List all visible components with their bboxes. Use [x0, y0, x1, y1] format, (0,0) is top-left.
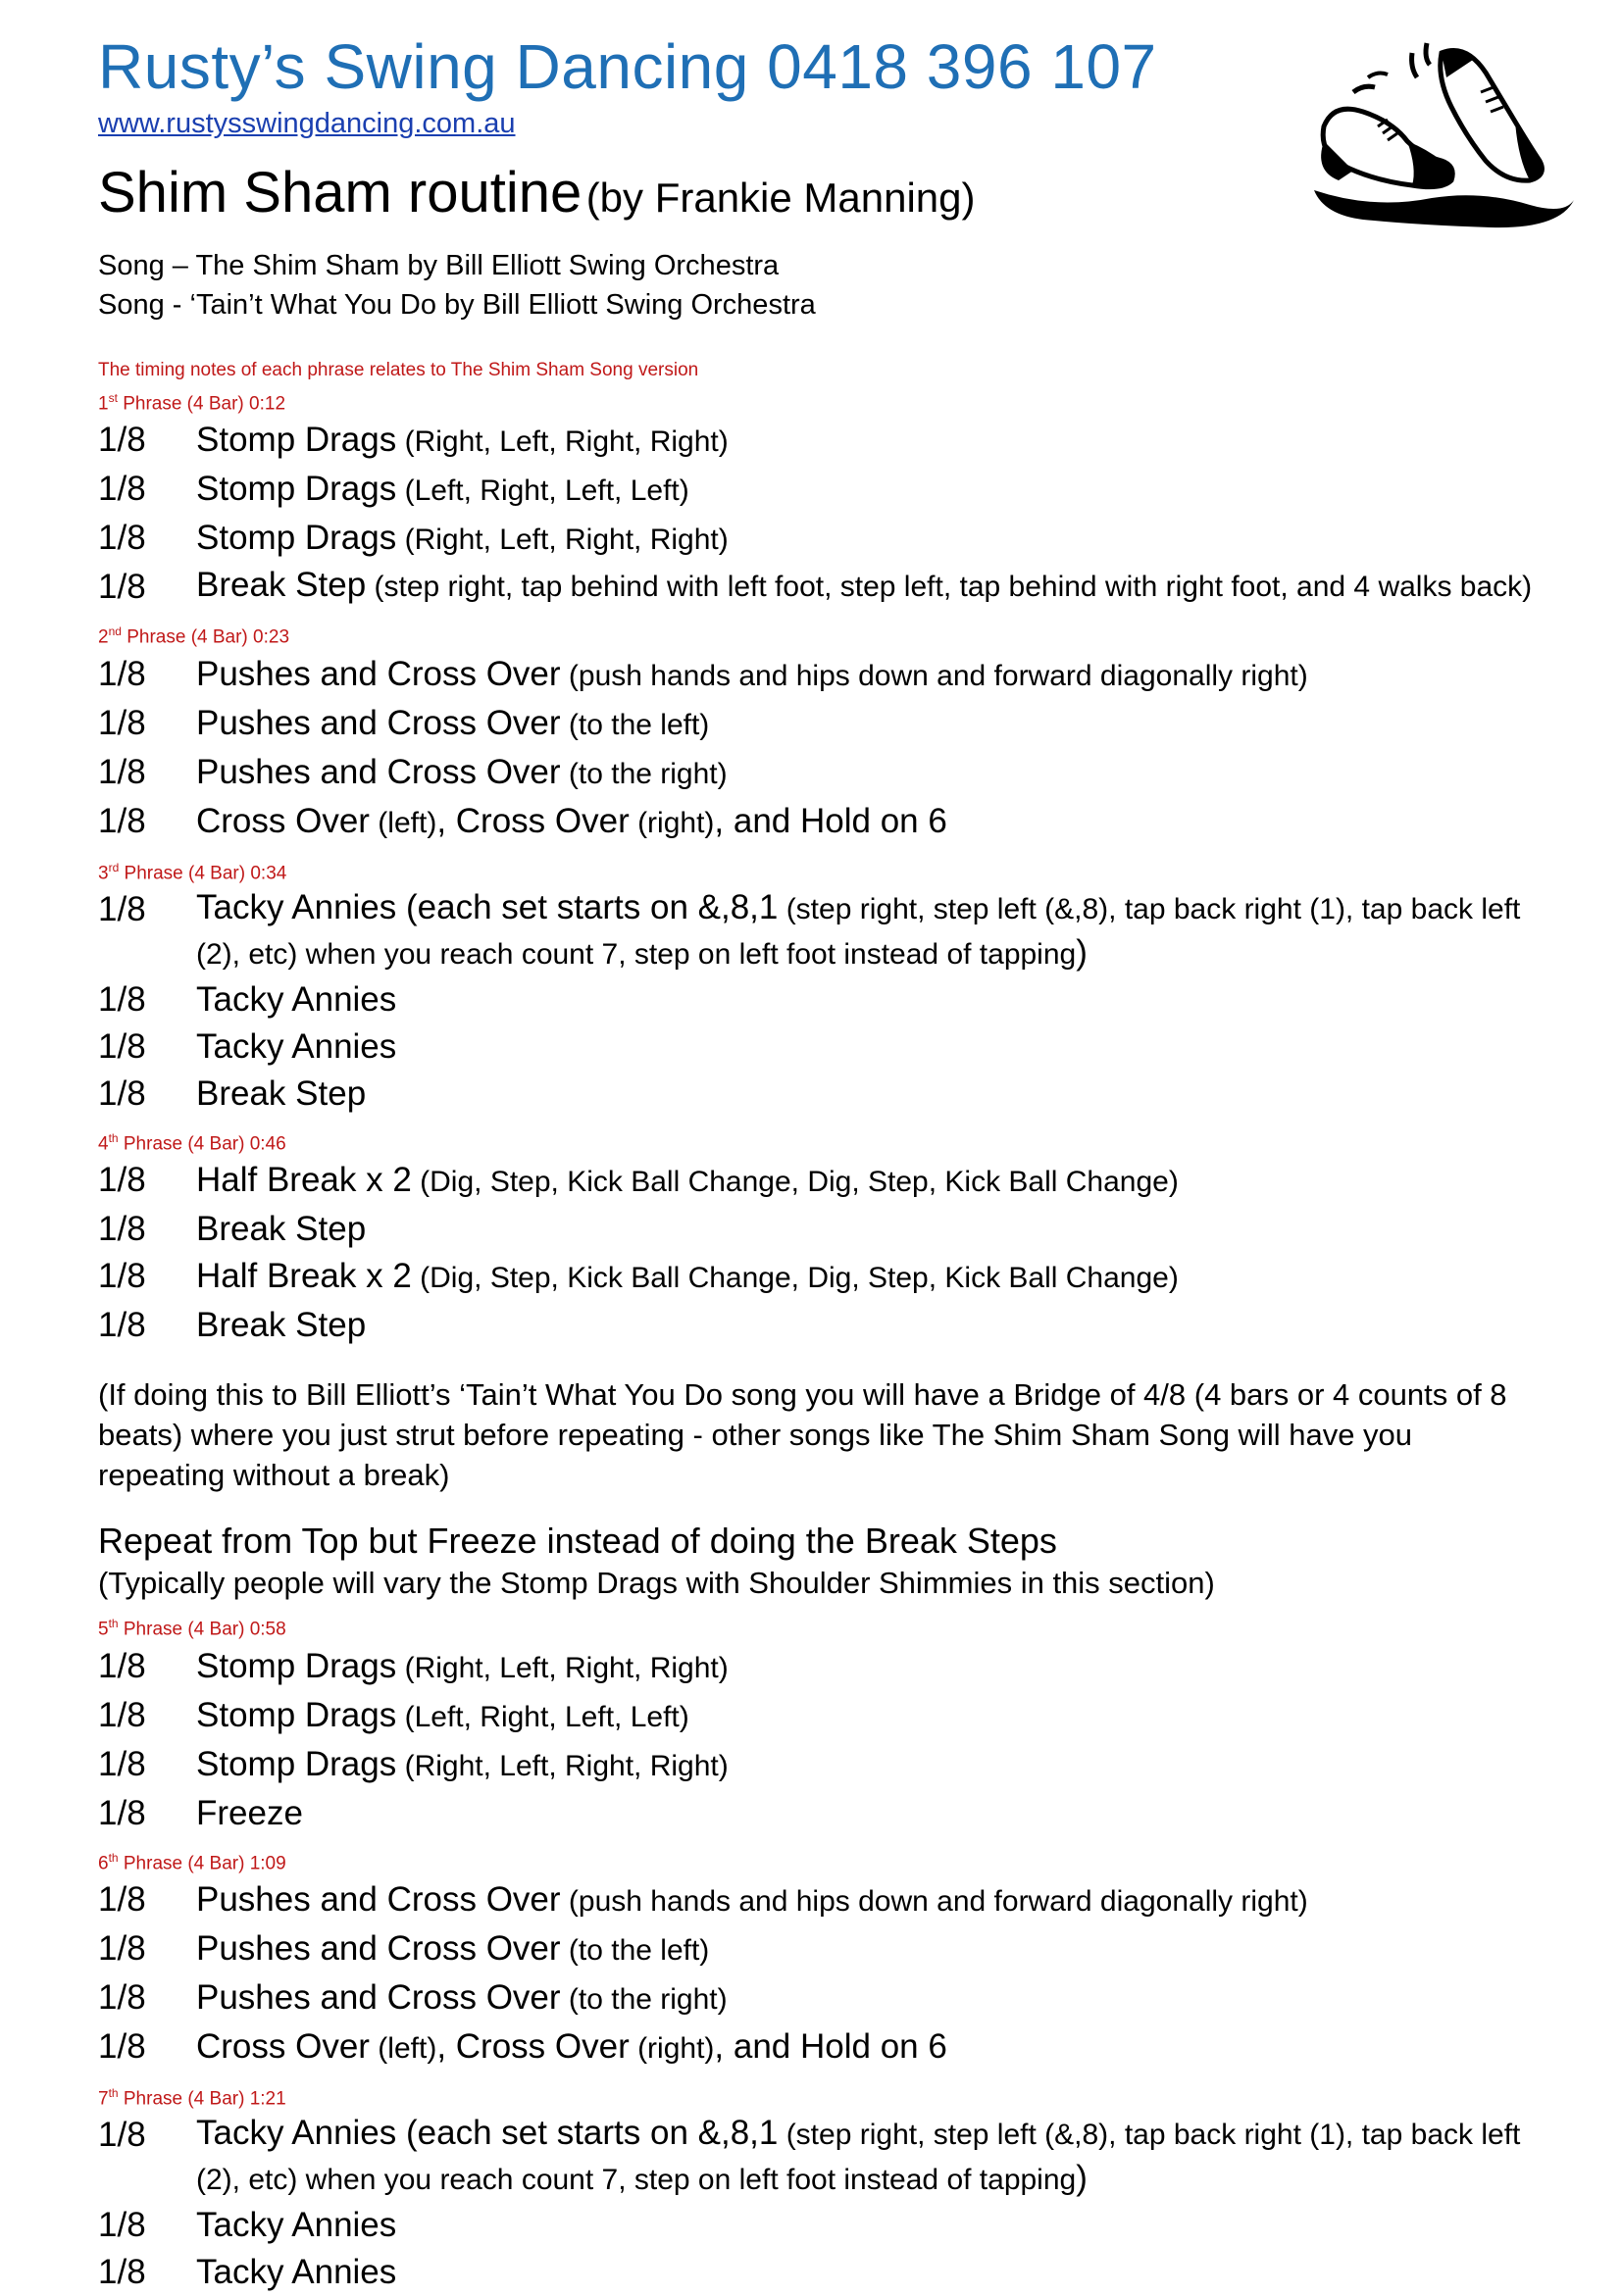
step-detail: (Left, Right, Left, Left) [396, 1700, 689, 1733]
step-detail: (right) [629, 806, 715, 839]
phrase-ordinal-suffix: th [108, 1617, 119, 1631]
phrase-label: Phrase (4 Bar) 0:58 [118, 1619, 286, 1640]
phrase-ordinal-suffix: th [108, 1850, 119, 1865]
step-row [98, 1206, 1549, 1253]
step-row [98, 564, 1549, 611]
step-count: 1/8 [98, 1793, 146, 1832]
step-text [196, 2023, 1549, 2072]
step-text [196, 886, 1549, 976]
step-name: , Cross Over [436, 2026, 630, 2066]
step-row [98, 466, 1549, 515]
step-text [196, 1925, 1549, 1974]
phrase-heading-1 [98, 385, 1549, 417]
step-detail: (Right, Left, Right, Right) [396, 1749, 729, 1782]
step-count: 1/8 [98, 1073, 146, 1113]
document-page [98, 27, 1549, 2296]
step-text [196, 564, 1549, 609]
phrase-ordinal: 4 [98, 1133, 109, 1155]
step-row [98, 1876, 1549, 1925]
step-detail: (to the right) [560, 1982, 728, 2016]
step-count: 1/8 [98, 889, 146, 928]
phrase-ordinal: 2 [98, 626, 109, 648]
step-name: Stomp Drags [196, 421, 397, 460]
step-row [98, 1790, 1549, 1837]
step-count: 1/8 [98, 979, 146, 1019]
step-name: Pushes and Cross Over [196, 703, 561, 742]
step-row [98, 1023, 1549, 1071]
step-row [98, 1302, 1549, 1349]
step-name: Stomp Drags [196, 1744, 397, 1783]
step-name: Cross Over [196, 801, 370, 840]
step-text [196, 1253, 1549, 1302]
phrase-label: Phrase (4 Bar) 0:46 [118, 1133, 286, 1155]
step-count: 1/8 [98, 1306, 146, 1345]
step-text [196, 1157, 1549, 1206]
step-text [196, 1206, 1549, 1253]
step-detail: (step right, tap behind with left foot, step left, tap behind with right foot, and 4 walks back) [366, 571, 1533, 604]
step-row [98, 1071, 1549, 1118]
step-row [98, 2023, 1549, 2072]
phrase-label: Phrase (4 Bar) 1:21 [118, 2088, 286, 2110]
step-name: Break Step [196, 566, 367, 605]
step-name: Pushes and Cross Over [196, 1928, 561, 1968]
phrase-heading-6 [98, 1845, 1549, 1876]
phrase-ordinal: 7 [98, 2088, 109, 2110]
phrase-ordinal-suffix: th [108, 2085, 119, 2100]
step-name: Break Step [196, 1306, 367, 1345]
step-name: Stomp Drags [196, 1646, 397, 1685]
step-name: Half Break x 2 [196, 1161, 412, 1200]
step-count: 1/8 [98, 2116, 146, 2155]
step-name: Stomp Drags [196, 1695, 397, 1734]
step-count: 1/8 [98, 1646, 146, 1685]
song-line-1: Song – The Shim Sham by Bill Elliott Swing Orchestra [98, 250, 780, 281]
step-text [196, 798, 1549, 847]
step-row [98, 1925, 1549, 1974]
step-text [196, 1741, 1549, 1790]
phrase-heading-5 [98, 1611, 1549, 1642]
routine-title: Shim Sham routine [98, 161, 583, 225]
step-row [98, 1157, 1549, 1206]
step-text [196, 1302, 1549, 1349]
phrase-heading-3 [98, 855, 1549, 886]
step-detail: (step right, step left (&,8), tap back right (1), tap back left (2), etc) when you reach count 7, step on left foot instead of tapping [196, 892, 1521, 971]
step-text [196, 1790, 1549, 1837]
step-row [98, 651, 1549, 700]
step-name: Cross Over [196, 2026, 370, 2066]
step-count: 1/8 [98, 703, 146, 742]
step-text [196, 515, 1549, 564]
step-row [98, 1974, 1549, 2023]
step-text [196, 1023, 1549, 1071]
step-tail: ) [1076, 932, 1088, 972]
website-link[interactable]: www.rustysswingdancing.com.au [98, 108, 516, 139]
song-line-2: Song - ‘Tain’t What You Do by Bill Elliott Swing Orchestra [98, 289, 816, 321]
phrase-heading-7 [98, 2080, 1549, 2112]
step-name: Freeze [196, 1793, 303, 1832]
phrase-label: Phrase (4 Bar) 0:23 [121, 626, 290, 648]
step-name: , and Hold on 6 [714, 801, 947, 840]
phrase-ordinal: 1 [98, 393, 109, 415]
step-detail: (left) [369, 806, 437, 839]
step-count: 1/8 [98, 1257, 146, 1296]
phrase-ordinal: 6 [98, 1852, 109, 1873]
step-detail: (Right, Left, Right, Right) [396, 1651, 729, 1684]
step-count: 1/8 [98, 421, 146, 460]
step-detail: (step right, step left (&,8), tap back right (1), tap back left (2), etc) when you reach count 7, step on left foot instead of tapping [196, 2119, 1521, 2197]
step-text [196, 1876, 1549, 1925]
step-count: 1/8 [98, 752, 146, 791]
timing-note: The timing notes of each phrase relates to The Shim Sham Song version [98, 360, 699, 380]
step-text [196, 2202, 1549, 2249]
step-name: Pushes and Cross Over [196, 1879, 561, 1919]
step-name: Break Step [196, 1210, 367, 1249]
step-name: Tacky Annies (each set starts on &,8,1 [196, 2114, 779, 2153]
step-row [98, 1253, 1549, 1302]
step-count: 1/8 [98, 1695, 146, 1734]
dancing-shoes-icon [1294, 33, 1579, 239]
step-text [196, 651, 1549, 700]
step-name: , Cross Over [436, 801, 630, 840]
routine-subtitle: (by Frankie Manning) [585, 175, 976, 221]
step-row [98, 515, 1549, 564]
step-detail: (Left, Right, Left, Left) [396, 474, 689, 508]
step-text [196, 700, 1549, 749]
phrase-heading-2 [98, 619, 1549, 650]
step-name: Pushes and Cross Over [196, 752, 561, 791]
phrase-heading-4 [98, 1125, 1549, 1157]
phrase-ordinal: 3 [98, 862, 109, 883]
step-count: 1/8 [98, 568, 146, 607]
phrase-ordinal: 5 [98, 1619, 109, 1640]
step-text [196, 1692, 1549, 1741]
repeat-subtitle: (Typically people will vary the Stomp Drags with Shoulder Shimmies in this section) [98, 1566, 1215, 1601]
step-detail: (Right, Left, Right, Right) [396, 425, 729, 459]
step-row [98, 2112, 1549, 2202]
step-row [98, 798, 1549, 847]
step-name: Stomp Drags [196, 470, 397, 509]
step-count: 1/8 [98, 1744, 146, 1783]
step-name: Tacky Annies [196, 1026, 397, 1066]
step-row [98, 417, 1549, 466]
step-text [196, 2249, 1549, 2296]
step-count: 1/8 [98, 1879, 146, 1919]
phrase-label: Phrase (4 Bar) 0:12 [117, 393, 286, 415]
step-detail: (Dig, Step, Kick Ball Change, Dig, Step, Kick Ball Change) [411, 1166, 1179, 1199]
step-text [196, 1643, 1549, 1692]
step-count: 1/8 [98, 2206, 146, 2245]
step-count: 1/8 [98, 470, 146, 509]
step-name: Pushes and Cross Over [196, 654, 561, 693]
step-detail: (Dig, Step, Kick Ball Change, Dig, Step, Kick Ball Change) [411, 1262, 1179, 1295]
bridge-note: (If doing this to Bill Elliott’s ‘Tain’t What You Do song you will have a Bridge of 4/8 (4 bars or 4 counts of 8 beats) where you just strut before repeating - other songs like The Shim Sham Song will have you repeating without a break) [98, 1377, 1507, 1493]
step-detail: (right) [629, 2031, 715, 2065]
step-count: 1/8 [98, 1928, 146, 1968]
step-detail: (push hands and hips down and forward diagonally right) [560, 1884, 1308, 1918]
step-count: 1/8 [98, 2253, 146, 2292]
step-count: 1/8 [98, 2026, 146, 2066]
step-detail: (left) [369, 2031, 437, 2065]
phrase-ordinal-suffix: rd [108, 860, 120, 874]
phrase-ordinal-suffix: st [108, 391, 118, 405]
repeat-heading: Repeat from Top but Freeze instead of doing the Break Steps [98, 1521, 1057, 1562]
step-name: Tacky Annies [196, 979, 397, 1019]
step-detail: (to the left) [560, 708, 710, 741]
step-count: 1/8 [98, 654, 146, 693]
step-count: 1/8 [98, 1977, 146, 2017]
page-title: Rusty’s Swing Dancing 0418 396 107 [98, 31, 1157, 102]
step-name: Tacky Annies [196, 2253, 397, 2292]
step-text [196, 749, 1549, 798]
step-name: Stomp Drags [196, 519, 397, 558]
step-detail: (to the left) [560, 1933, 710, 1967]
step-detail: (Right, Left, Right, Right) [396, 524, 729, 557]
phrase-ordinal-suffix: nd [108, 624, 122, 639]
step-row [98, 1741, 1549, 1790]
step-row [98, 1643, 1549, 1692]
step-text [196, 2112, 1549, 2202]
step-text [196, 1974, 1549, 2023]
step-name: Pushes and Cross Over [196, 1977, 561, 2017]
step-tail: ) [1076, 2159, 1088, 2198]
step-row [98, 700, 1549, 749]
step-name: Break Step [196, 1073, 367, 1113]
step-row [98, 976, 1549, 1023]
step-row [98, 886, 1549, 976]
step-text [196, 466, 1549, 515]
step-name: Tacky Annies [196, 2206, 397, 2245]
step-text [196, 976, 1549, 1023]
step-count: 1/8 [98, 1026, 146, 1066]
step-detail: (to the right) [560, 757, 728, 790]
step-count: 1/8 [98, 801, 146, 840]
phrase-label: Phrase (4 Bar) 1:09 [118, 1852, 286, 1873]
step-row [98, 749, 1549, 798]
step-name: Tacky Annies (each set starts on &,8,1 [196, 887, 779, 926]
step-text [196, 417, 1549, 466]
step-row [98, 2202, 1549, 2249]
step-name: , and Hold on 6 [714, 2026, 947, 2066]
step-count: 1/8 [98, 1210, 146, 1249]
step-count: 1/8 [98, 519, 146, 558]
step-detail: (push hands and hips down and forward diagonally right) [560, 659, 1308, 692]
step-name: Half Break x 2 [196, 1257, 412, 1296]
step-row [98, 1692, 1549, 1741]
step-count: 1/8 [98, 1161, 146, 1200]
phrase-ordinal-suffix: th [108, 1130, 119, 1145]
step-row [98, 2249, 1549, 2296]
phrase-label: Phrase (4 Bar) 0:34 [119, 862, 287, 883]
step-text [196, 1071, 1549, 1118]
